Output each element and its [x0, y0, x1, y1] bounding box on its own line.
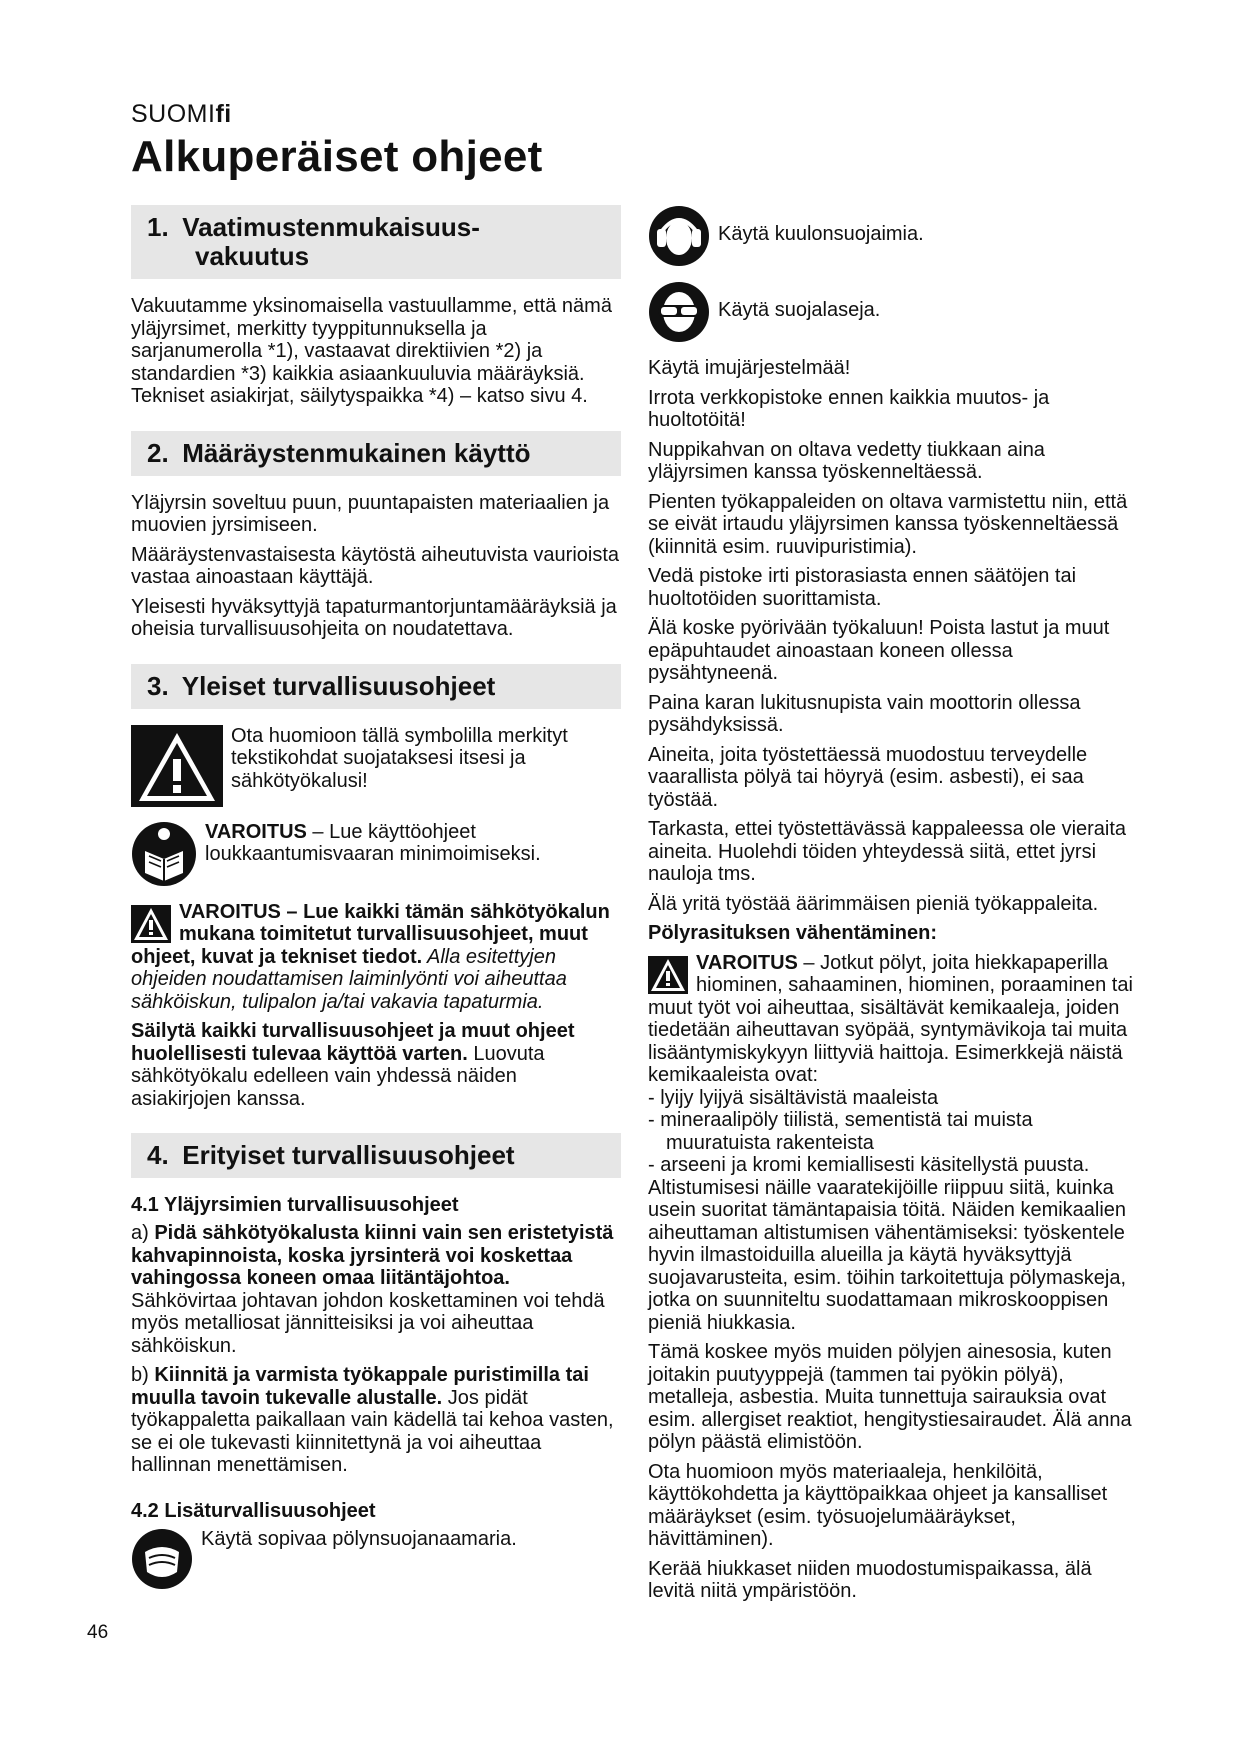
right-para-10: Älä yritä työstää äärimmäisen pieniä työkappaleita. [648, 892, 1099, 915]
other-dust-text: Tämä koskee myös muiden pölyjen ainesosia, kuten joitakin puutyyppejä (tammen tai pyökin pölyä), metalleja, asbestia. Muita tunnettuja sairauksia ovat esim. allergiset reaktiot, hengitystiesairaudet. Älä anna pölyn päästä elimistöön. [648, 1341, 1132, 1453]
section-4-heading: 4. Erityiset turvallisuusohjeet [131, 1133, 621, 1178]
page-title: Alkuperäiset ohjeet [131, 132, 543, 181]
subsection-4-1-heading: 4.1 Yläjyrsimien turvallisuusohjeet [131, 1194, 459, 1216]
read-manual-note: VAROITUS – Lue käyttöohjeet loukkaantumisvaaran minimoimiseksi. [131, 821, 621, 887]
right-para-8: Aineita, joita työstettäessä muodostuu terveydelle vaarallista pölyä tai höyryä (esim. asbesti), ei saa työstää. [648, 743, 1088, 811]
left-column [131, 205, 621, 1604]
dust-mask-note: Käytä sopivaa pölynsuojanaamaria. [131, 1528, 621, 1590]
section-2-heading: 2. Määräystenmukainen käyttö [131, 431, 621, 476]
warning-symbol-note: Ota huomioon tällä symbolilla merkityt tekstikohdat suojataksesi itsesi ja sähkötyökalusi! [131, 725, 621, 807]
general-warning-block: VAROITUS – Lue kaikki tämän sähkötyökalun mukana toimitetut turvallisuusohjeet, muut ohjeet, kuvat ja tekniset tiedot. Alla esitettyjen ohjeiden noudattamisen laiminlyönti voi aiheuttaa sähköiskun, tulipalon ja/tai vakavia tapaturmia. [131, 900, 610, 1013]
chem-list-1: - lyijy lyijyä sisältävistä maaleista [648, 1086, 939, 1109]
exposure-text: Altistumisesi näille vaaratekijöille riippuu siitä, kuinka usein suoritat tämäntapaisia töitä. Näiden kemikaalien aiheuttaman altistumisen vähentämiseksi: työskentele hyvin ilmastoiduilla alueilla ja käytä hyväksyttyjä suojavarusteita, esim. töihin tarkoitettuja pölymaskeja, jotka on suunniteltu suodattamaan mikroskooppisen pieniä hiukkasia. [648, 1176, 1127, 1334]
right-para-7: Paina karan lukitusnupista vain moottorin ollessa pysähdyksissä. [648, 691, 1081, 736]
right-para-1: Käytä imujärjestelmää! [648, 357, 851, 379]
right-column [648, 205, 1143, 1610]
read-manual-icon [131, 821, 197, 887]
section-3-heading: 3. Yleiset turvallisuusohjeet [131, 664, 621, 709]
dust-heading: Pölyrasituksen vähentäminen: [648, 922, 937, 944]
warning-triangle-small-icon [648, 956, 688, 994]
collect-text: Kerää hiukkaset niiden muodostumispaikassa, älä levitä niitä ympäristöön. [648, 1557, 1092, 1602]
right-para-9: Tarkasta, ettei työstettävässä kappaleessa ole vieraita aineita. Huolehdi töiden yhteydessä siitä, ettet jyrsi nauloja tms. [648, 818, 1127, 885]
chem-list-2-cont: muuratuista rakenteista [666, 1131, 874, 1154]
page-number: 46 [87, 1622, 109, 1643]
materials-text: Ota huomioon myös materiaaleja, henkilöitä, käyttökohdetta ja käyttöpaikkaa ohjeet ja kansalliset määräykset (esim. työsuojelumääräykset, hävittäminen). [648, 1460, 1108, 1550]
eye-protection-note: Käytä suojalaseja. [648, 281, 1143, 343]
safety-glasses-icon [648, 281, 710, 343]
instruction-a: a) Pidä sähkötyökalusta kiinni vain sen eristetyistä kahvapinnoista, koska jyrsinterä voi koskettaa vahingossa koneen omaa liitäntäjohtoa. Sähkövirtaa johtavan johdon koskettaminen voi tehdä myös metalliosat jännitteisiksi ja voi aiheuttaa sähköiskun. [131, 1222, 614, 1357]
section-1-heading: 1. Vaatimustenmukaisuus- vakuutus [131, 205, 621, 279]
right-para-4: Pienten työkappaleiden on oltava varmistettu niin, että se eivät irtaudu yläjyrsimen kanssa työskenneltäessä (kiinnitä esim. ruuvipuristimia). [648, 490, 1128, 558]
dust-warning-block: VAROITUS – Jotkut pölyt, joita hiekkapaperilla hiominen, sahaaminen, hiominen, poraaminen tai muut työt voi aiheuttaa, sisältävät kemikaaleja, joiden tiedetään aiheuttavan syöpää, syntymävikoja tai muita lisääntymiskykyyn liittyviä haittoja. Esimerkkejä näistä kemikaaleista ovat: [648, 951, 1133, 1086]
right-para-3: Nuppikahvan on oltava vedetty tiukkaan aina yläjyrsimen kanssa työskenneltäessä. [648, 438, 1045, 483]
instruction-b: b) Kiinnitä ja varmista työkappale puristimilla tai muulla tavoin tukevalle alustalle. Jos pidät työkappaletta paikallaan vain kädellä tai kehoa vasten, se ei ole tukevasti kiinnitettynä ja voi aiheuttaa hallinnan menettämisen. [131, 1364, 614, 1476]
chem-list-3: - arseeni ja kromi kemiallisesti käsitellystä puusta. [648, 1154, 1090, 1176]
conformity-text: Vakuutamme yksinomaisella vastuullamme, että nämä yläjyrsimet, merkitty tyyppitunnuksella ja sarjanumerolla *1), vastaavat direktiivien *2) ja standardien *3) kaikkia asiaankuuluvia määräyksiä. Tekniset asiakirjat, säilytyspaikka *4) – katso sivu 4. [131, 295, 612, 407]
chem-list-2: - mineraalipöly tiilistä, sementistä tai muista [648, 1109, 1033, 1131]
subsection-4-2-heading: 4.2 Lisäturvallisuusohjeet [131, 1499, 376, 1522]
warning-triangle-small-icon [131, 905, 171, 943]
right-para-2: Irrota verkkopistoke ennen kaikkia muutos- ja huoltotöitä! [648, 386, 1050, 431]
warning-triangle-icon [131, 725, 223, 807]
dust-mask-icon [131, 1528, 193, 1590]
right-para-6: Älä koske pyörivään työkaluun! Poista lastut ja muut epäpuhtaudet ainoastaan koneen ollessa pysähtyneenä. [648, 617, 1110, 684]
keep-instructions-text: Säilytä kaikki turvallisuusohjeet ja muut ohjeet huolellisesti tulevaa käyttöä varten. Luovuta sähkötyökalu edelleen vain yhdessä näiden asiakirjojen kanssa. [131, 1020, 575, 1110]
intended-use-text: Yläjyrsin soveltuu puun, puuntapaisten materiaalien ja muovien jyrsimiseen. [131, 491, 610, 536]
ear-protection-icon [648, 205, 710, 267]
accident-prevention-text: Yleisesti hyväksyttyjä tapaturmantorjuntamääräyksiä ja oheisia turvallisuusohjeita on noudatettava. [131, 595, 617, 640]
language-label: SUOMIfi [131, 100, 232, 128]
liability-text: Määräystenvastaisesta käytöstä aiheutuvista vaurioista vastaa ainoastaan käyttäjä. [131, 543, 620, 588]
hearing-protection-note: Käytä kuulonsuojaimia. [648, 205, 1143, 267]
right-para-5: Vedä pistoke irti pistorasiasta ennen säätöjen tai huoltotöiden suorittamista. [648, 565, 1077, 610]
